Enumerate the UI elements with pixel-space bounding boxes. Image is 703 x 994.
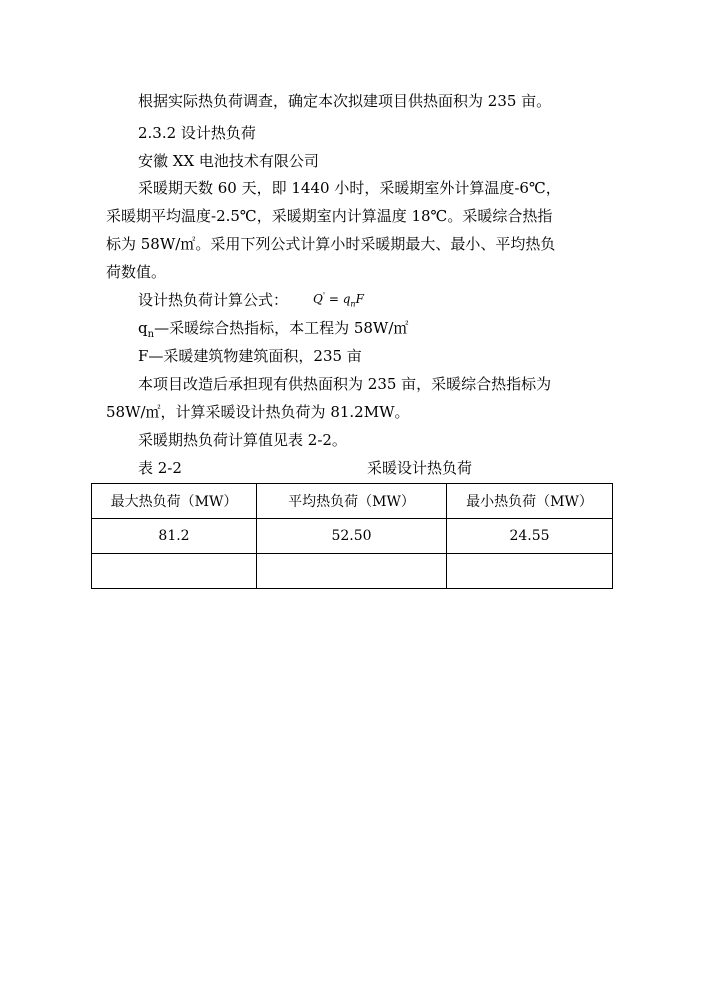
paragraph-supply-area: 根据实际热负荷调查，确定本次拟建项目供热面积为 235 亩。 (138, 92, 552, 110)
section-heading: 2.3.2 设计热负荷 (138, 124, 256, 142)
company-name: 安徽 XX 电池技术有限公司 (138, 152, 319, 170)
header-min-load: 最小热负荷（MW） (447, 484, 613, 519)
paragraph-heating-line-3: 标为 58W/㎡。采用下列公式计算小时采暖期最大、最小、平均热负 (106, 235, 556, 253)
table-number: 表 2-2 (138, 459, 182, 477)
paragraph-table-reference: 采暖期热负荷计算值见表 2-2。 (138, 431, 347, 449)
table-header-row (92, 484, 613, 519)
paragraph-heating-line-4: 荷数值。 (106, 263, 167, 281)
header-average-load: 平均热负荷（MW） (257, 484, 447, 519)
paragraph-heating-line-1: 采暖期天数 60 天，即 1440 小时，采暖期室外计算温度-6℃， (138, 179, 561, 197)
definition-f: F—采暖建筑物建筑面积，235 亩 (138, 347, 362, 365)
heat-load-table (91, 483, 613, 589)
cell-min-load: 24.55 (447, 519, 613, 554)
header-max-load: 最大热负荷（MW） (92, 484, 257, 519)
cell-empty (447, 554, 613, 589)
paragraph-heating-line-2: 采暖期平均温度-2.5℃，采暖期室内计算温度 18℃。采暖综合热指 (106, 207, 553, 225)
paragraph-design-load-line-2: 58W/㎡，计算采暖设计热负荷为 81.2MW。 (106, 403, 410, 421)
paragraph-design-load-line-1: 本项目改造后承担现有供热面积为 235 亩，采暖综合热指标为 (138, 375, 552, 393)
table-row (92, 519, 613, 554)
definition-qn: $q_n—$采暖综合热指标，本工程为 58W/㎡ (138, 319, 409, 340)
table-row-empty (92, 554, 613, 589)
cell-empty (92, 554, 257, 589)
formula-label: 设计热负荷计算公式： (138, 291, 289, 309)
cell-average-load: 52.50 (257, 519, 447, 554)
formula-equation: $Q' = q_nF$ (313, 291, 364, 309)
cell-empty (257, 554, 447, 589)
cell-max-load: 81.2 (92, 519, 257, 554)
table-title: 采暖设计热负荷 (367, 459, 473, 477)
